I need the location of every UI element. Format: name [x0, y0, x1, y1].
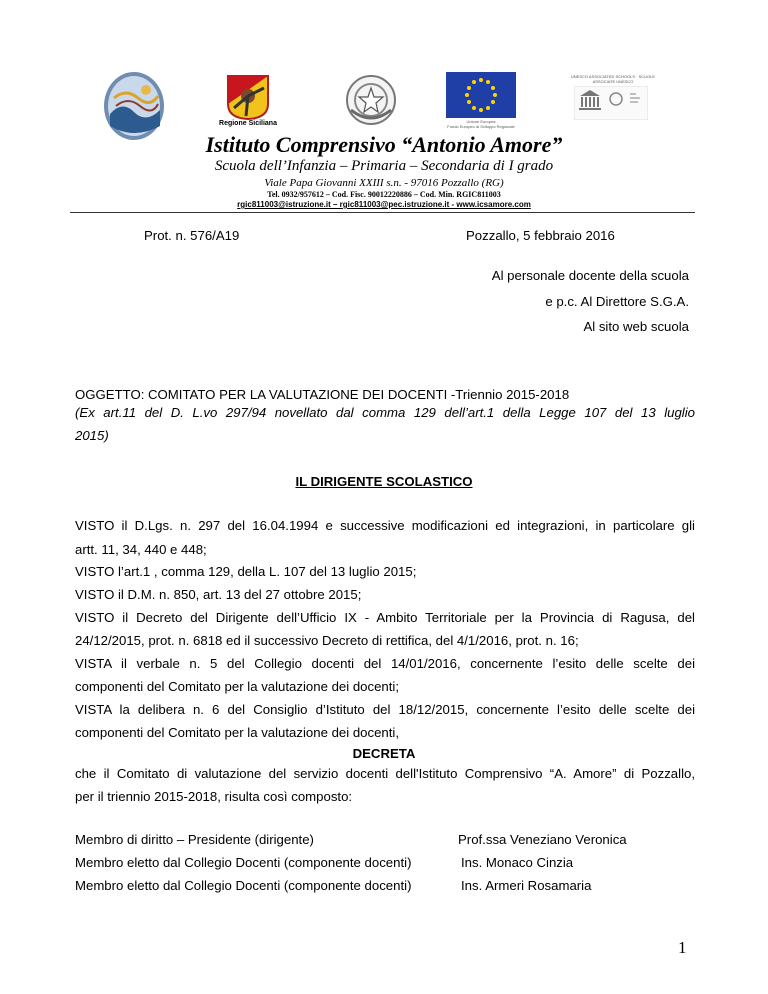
- member-name: Prof.ssa Veneziano Veronica: [458, 832, 627, 847]
- member-role: Membro eletto dal Collegio Docenti (componente docenti): [75, 878, 412, 893]
- dirigente-heading-text: IL DIRIGENTE SCOLASTICO: [295, 474, 473, 489]
- member-role: Membro eletto dal Collegio Docenti (componente docenti): [75, 855, 412, 870]
- decree-text: che il Comitato di valutazione del servizio docenti dell'Istituto Comprensivo “A. Amore” di Pozzallo,: [75, 766, 695, 781]
- school-address: Viale Papa Giovanni XXIII s.n. - 97016 Pozzallo (RG): [264, 177, 504, 189]
- member-name: Ins. Monaco Cinzia: [461, 855, 574, 870]
- subject-note-end: 2015): [75, 428, 109, 443]
- recipient-line: e p.c. Al Direttore S.G.A.: [545, 294, 689, 309]
- recipient-line: Al personale docente della scuola: [491, 268, 689, 283]
- eu-caption-line2: Fondo Europeo di Sviluppo Regionale: [447, 124, 515, 129]
- recital-line: artt. 11, 34, 440 e 448;: [75, 542, 207, 557]
- decree-text-end: per il triennio 2015-2018, risulta così composto:: [75, 789, 353, 804]
- eu-flag-logo: [446, 72, 516, 123]
- regione-siciliana-caption: Regione Siciliana: [219, 120, 277, 127]
- unesco-top-text: UNESCO ASSOCIATED SCHOOLS · SCUOLE ASSOCIATE UNESCO: [570, 74, 656, 84]
- recital-line: 24/12/2015, prot. n. 6818 ed il successivo Decreto di rettifica, del 4/1/2016, prot. n. 16;: [75, 633, 579, 648]
- recital-line: VISTO il D.M. n. 850, art. 13 del 27 ottobre 2015;: [75, 587, 362, 602]
- unesco-logo: [574, 86, 648, 125]
- recital-line: VISTO l’art.1 , comma 129, della L. 107 del 13 luglio 2015;: [75, 564, 417, 579]
- recital-line: VISTA la delibera n. 6 del Consiglio d’Istituto del 18/12/2015, concernente l’esito delle scelte dei: [75, 702, 695, 717]
- protocol-number: Prot. n. 576/A19: [144, 228, 240, 243]
- school-contacts: Tel. 0932/957612 – Cod. Fisc. 90012220886 – Cod. Min. RGIC811003: [267, 190, 501, 199]
- subject-note-line1: (Ex art.11 del D. L.vo 297/94 novellato dal comma 129 dell’art.1 della Legge 107 del 13 luglio: [75, 405, 695, 420]
- eu-caption-line1: Unione Europea: [466, 119, 496, 124]
- recital-line: componenti del Comitato per la valutazione dei docenti,: [75, 725, 400, 740]
- member-name: Ins. Armeri Rosamaria: [461, 878, 592, 893]
- member-role: Membro di diritto – Presidente (dirigente): [75, 832, 314, 847]
- dirigente-heading: [0, 474, 768, 489]
- page-number: 1: [678, 938, 687, 957]
- recital-line: VISTA il verbale n. 5 del Collegio docenti del 14/01/2016, concernente l’esito delle scelte dei: [75, 656, 695, 671]
- recipient-line: Al sito web scuola: [583, 319, 689, 334]
- school-emails-link[interactable]: rgic811003@istruzione.it – rgic811003@pec.istruzione.it - www.icsamore.com: [237, 200, 531, 209]
- regione-siciliana-logo: [226, 74, 270, 125]
- subject-note: [75, 405, 695, 421]
- emblem-of-italy-logo: [345, 74, 397, 131]
- subject: OGGETTO: COMITATO PER LA VALUTAZIONE DEI DOCENTI -Triennio 2015-2018: [75, 387, 570, 402]
- recital-line: VISTO il Decreto del Dirigente dell’Ufficio IX - Ambito Territoriale per la Provincia di Ragusa, del: [75, 610, 695, 625]
- school-name: Istituto Comprensivo “Antonio Amore”: [205, 132, 563, 157]
- decree-heading: DECRETA: [352, 746, 416, 761]
- school-levels: Scuola dell’Infanzia – Primaria – Secondaria di I grado: [214, 158, 554, 174]
- place-date: Pozzallo, 5 febbraio 2016: [466, 228, 615, 243]
- recital-line: componenti del Comitato per la valutazione dei docenti;: [75, 679, 400, 694]
- recital-line: VISTO il D.Lgs. n. 297 del 16.04.1994 e successive modificazioni ed integrazioni, in particolare gli: [75, 518, 695, 533]
- header-divider: [70, 212, 695, 213]
